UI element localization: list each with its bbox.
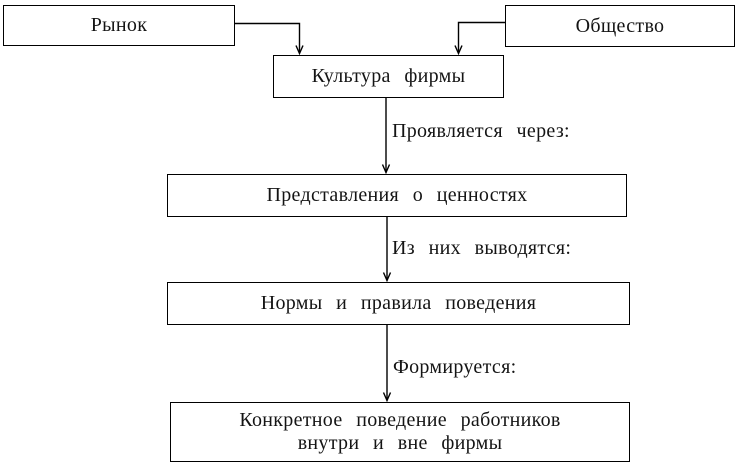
box-specific-behavior-line2: внутри и вне фирмы [297,432,503,454]
box-value-concepts [167,174,627,217]
box-norms-rules [167,282,630,325]
box-society [505,5,735,47]
edge-label-manifested-through: Проявляется через: [392,120,570,142]
edge-label-is-formed: Формируется: [393,356,517,378]
box-specific-behavior [170,402,630,462]
box-company-culture [273,55,504,98]
box-society-label: Общество [575,14,665,37]
box-company-culture-label: Культура фирмы [311,65,466,87]
box-market [3,5,235,46]
box-value-concepts-label: Представления о ценностях [266,184,528,206]
box-market-label: Рынок [90,14,148,36]
edge-label-derived-from: Из них выводятся: [392,237,572,259]
box-specific-behavior-line1: Конкретное поведение работников [239,409,561,431]
arrow-market-to-culture [235,24,300,54]
arrow-society-to-culture [459,23,506,54]
box-norms-rules-label: Нормы и правила поведения [260,292,537,314]
